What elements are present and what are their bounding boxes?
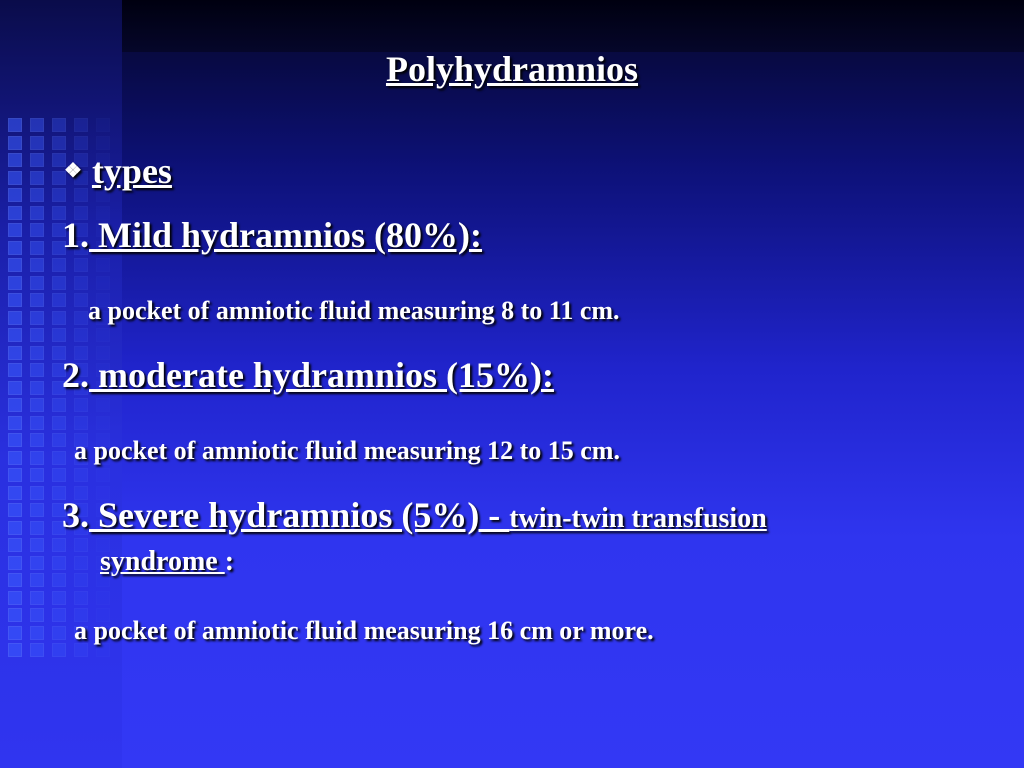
decor-square	[30, 398, 44, 412]
decor-square	[96, 416, 110, 430]
decor-square	[30, 171, 44, 185]
decor-square	[30, 188, 44, 202]
decor-square	[30, 503, 44, 517]
decor-square	[96, 591, 110, 605]
decor-square	[8, 363, 22, 377]
decor-square	[52, 451, 66, 465]
decor-square	[74, 573, 88, 587]
decor-square	[52, 136, 66, 150]
decor-square	[30, 153, 44, 167]
decor-square	[8, 223, 22, 237]
item-3-heading	[62, 494, 767, 536]
item-title: Mild hydramnios (80%):	[89, 215, 483, 255]
decor-square	[8, 556, 22, 570]
item-1-detail: a pocket of amniotic fluid measuring 8 to 11 cm.	[88, 296, 620, 325]
decor-square	[8, 241, 22, 255]
decor-squares	[8, 118, 118, 678]
decor-square	[8, 188, 22, 202]
decor-square	[30, 328, 44, 342]
item-title-extra-line2: syndrome	[100, 546, 225, 577]
decor-square	[30, 626, 44, 640]
decor-square	[30, 608, 44, 622]
section-types	[64, 150, 172, 192]
decor-square	[74, 136, 88, 150]
decor-square	[8, 538, 22, 552]
item-title-extra: twin-twin transfusion	[509, 503, 767, 534]
slide-title: Polyhydramnios	[385, 49, 639, 89]
decor-square	[52, 258, 66, 272]
decor-square	[52, 118, 66, 132]
decor-square	[30, 451, 44, 465]
decor-square	[30, 311, 44, 325]
decor-square	[30, 573, 44, 587]
item-number: 1.	[62, 215, 89, 255]
decor-square	[30, 433, 44, 447]
decor-square	[30, 556, 44, 570]
item-title-colon: :	[224, 546, 235, 577]
decor-square	[96, 276, 110, 290]
decor-square	[30, 521, 44, 535]
decor-square	[74, 398, 88, 412]
item-2-heading	[62, 354, 554, 396]
decor-square	[8, 311, 22, 325]
decor-square	[30, 206, 44, 220]
decor-square	[96, 398, 110, 412]
decor-square	[8, 171, 22, 185]
decor-square	[8, 293, 22, 307]
decor-square	[8, 643, 22, 657]
top-dark-band	[122, 0, 1024, 52]
decor-square	[30, 346, 44, 360]
decor-square	[30, 363, 44, 377]
decor-square	[52, 538, 66, 552]
decor-square	[52, 416, 66, 430]
decor-square	[30, 538, 44, 552]
decor-square	[74, 118, 88, 132]
decor-square	[30, 276, 44, 290]
decor-square	[30, 223, 44, 237]
item-3-heading-line2	[100, 546, 234, 578]
decor-square	[8, 398, 22, 412]
decor-square	[52, 556, 66, 570]
decor-square	[52, 433, 66, 447]
decor-square	[8, 468, 22, 482]
decor-square	[30, 241, 44, 255]
decor-square	[8, 521, 22, 535]
item-title: Severe hydramnios (5%) -	[89, 495, 510, 535]
decor-square	[52, 328, 66, 342]
decor-square	[30, 136, 44, 150]
decor-square	[52, 276, 66, 290]
decor-square	[8, 591, 22, 605]
decor-square	[52, 591, 66, 605]
decor-square	[30, 118, 44, 132]
section-label: types	[91, 151, 172, 191]
decor-square	[8, 608, 22, 622]
decor-square	[30, 416, 44, 430]
decor-square	[74, 591, 88, 605]
decor-square	[52, 573, 66, 587]
decor-square	[96, 258, 110, 272]
decor-square	[30, 258, 44, 272]
decor-square	[8, 486, 22, 500]
decor-square	[8, 206, 22, 220]
item-3-detail	[74, 616, 654, 646]
decor-square	[30, 591, 44, 605]
decor-square	[8, 573, 22, 587]
decor-square	[74, 258, 88, 272]
decor-square	[8, 381, 22, 395]
decor-square	[30, 643, 44, 657]
decor-square	[96, 328, 110, 342]
decor-square	[8, 626, 22, 640]
item-1-heading	[62, 214, 482, 256]
decor-square	[30, 293, 44, 307]
decor-square	[8, 136, 22, 150]
decor-square	[8, 258, 22, 272]
decor-square	[74, 328, 88, 342]
decor-square	[8, 503, 22, 517]
decor-square	[96, 468, 110, 482]
bullet-icon: ❖	[64, 160, 82, 182]
decor-square	[52, 608, 66, 622]
decor-square	[8, 433, 22, 447]
decor-square	[52, 468, 66, 482]
decor-square	[74, 276, 88, 290]
decor-square	[74, 468, 88, 482]
decor-square	[74, 293, 88, 307]
decor-square	[30, 486, 44, 500]
decor-square	[8, 118, 22, 132]
item-detail-end: .	[647, 616, 654, 645]
item-number: 2.	[62, 355, 89, 395]
decor-square	[30, 381, 44, 395]
decor-square	[96, 136, 110, 150]
decor-square	[52, 398, 66, 412]
item-title: moderate hydramnios (15%):	[89, 355, 554, 395]
decor-square	[96, 118, 110, 132]
decor-square	[8, 416, 22, 430]
item-detail-text: a pocket of amniotic fluid measuring 16 cm or more	[74, 616, 648, 645]
decor-square	[8, 328, 22, 342]
decor-square	[52, 311, 66, 325]
decor-square	[52, 293, 66, 307]
item-2-detail: a pocket of amniotic fluid measuring 12 to 15 cm.	[74, 436, 620, 465]
decor-square	[30, 468, 44, 482]
decor-square	[52, 643, 66, 657]
decor-square	[8, 451, 22, 465]
decor-square	[74, 556, 88, 570]
item-number: 3.	[62, 495, 89, 535]
decor-square	[74, 538, 88, 552]
decor-square	[8, 276, 22, 290]
decor-square	[8, 346, 22, 360]
decor-square	[8, 153, 22, 167]
decor-square	[74, 416, 88, 430]
decor-square	[74, 311, 88, 325]
decor-square	[52, 626, 66, 640]
